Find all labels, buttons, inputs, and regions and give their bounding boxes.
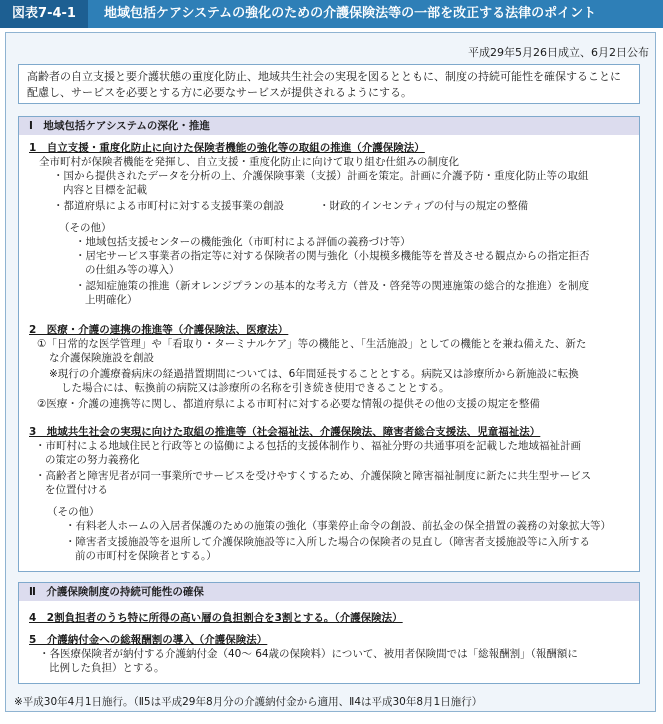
- item-1-other-2-cont: の仕組み等の導入）: [85, 264, 180, 276]
- item-1-other-label: （その他）: [59, 222, 112, 234]
- item-2-note: ※現行の介護療養病床の経過措置期間については、6年間延長することとする。病院又は診療所から新施設に転換: [49, 368, 579, 380]
- section-1-title: Ⅰ 地域包括ケアシステムの深化・推進: [19, 117, 639, 135]
- item-5-heading: 5 介護納付金への総報酬割の導入（介護保険法）: [29, 634, 268, 646]
- item-3-bullet-2: ・高齢者と障害児者が同一事業所でサービスを受けやすくするため、介護保険と障害福祉制度に新たに共生型サービス: [35, 470, 592, 482]
- item-2-point-1-cont: な介護保険施設を創設: [49, 352, 154, 364]
- item-3-other-label: （その他）: [47, 506, 100, 518]
- item-2-point-1: ①「日常的な医学管理」や「看取り・ターミナルケア」等の機能と、「生活施設」としての機能とを兼ね備えた、新た: [37, 338, 587, 350]
- enactment-date: 平成29年5月26日成立、6月2日公布: [468, 46, 649, 59]
- item-3-other-2-cont: 前の市町村を保険者とする。）: [75, 550, 217, 562]
- item-3-other-1: ・有料老人ホームの入居者保護のための施策の強化（事業停止命令の創設、前払金の保全措置の義務の対象拡大等）: [65, 520, 611, 532]
- item-1-other-3-cont: 上明確化）: [85, 294, 138, 306]
- item-3-other-2: ・障害者支援施設等を退所して介護保険施設等に入所した場合の保険者の見直し（障害者支援施設等に入所する: [65, 536, 590, 548]
- item-3-bullet-1: ・市町村による地域住民と行政等との協働による包括的支援体制作り、福祉分野の共通事項を記載した地域福祉計画: [35, 440, 581, 452]
- item-1-other-3: ・認知症施策の推進（新オレンジプランの基本的な考え方（普及・啓発等の関連施策の総合的な推進）を制度: [75, 280, 589, 292]
- section-2-panel: [18, 582, 640, 684]
- section-1-panel: [18, 116, 640, 572]
- item-1-heading: 1 自立支援・重度化防止に向けた保険者機能の強化等の取組の推進（介護保険法）: [29, 142, 425, 154]
- intro-box: 高齢者の自立支援と要介護状態の重度化防止、地域共生社会の実現を図るとともに、制度の持続可能性を確保することに配慮し、サービスを必要とする方に必要なサービスが提供されるようにする。: [18, 64, 640, 104]
- item-3-heading: 3 地域共生社会の実現に向けた取組の推進等（社会福祉法、介護保険法、障害者総合支援法、児童福祉法）: [29, 426, 541, 438]
- item-1-bullet-2: ・都道府県による市町村に対する支援事業の創設: [53, 200, 284, 212]
- item-4-heading: 4 2割負担者のうち特に所得の高い層の負担割合を3割とする。（介護保険法）: [29, 612, 403, 624]
- item-2-note-cont: した場合には、転換前の病院又は診療所の名称を引き続き使用できることとする。: [61, 382, 450, 394]
- item-3-bullet-1-cont: の策定の努力義務化: [45, 454, 140, 466]
- item-1-other-2: ・居宅サービス事業者の指定等に対する保険者の関与強化（小規模多機能等を普及させる観点からの指定拒否: [75, 250, 590, 262]
- item-1-other-1: ・地域包括支援センターの機能強化（市町村による評価の義務づけ等）: [75, 236, 411, 248]
- item-1-lead: 全市町村が保険者機能を発揮し、自立支援・重度化防止に向けて取り組む仕組みの制度化: [39, 156, 459, 168]
- figure-label: 図表7-4-1: [0, 0, 88, 28]
- item-1-bullet-1-cont: 内容と目標を記載: [63, 184, 147, 196]
- title-bar: [0, 0, 663, 28]
- figure-title: 地域包括ケアシステムの強化のための介護保険法等の一部を改正する法律のポイント: [104, 6, 597, 21]
- footnote: ※平成30年4月1日施行。（Ⅱ5は平成29年8月分の介護納付金から適用、Ⅱ4は平成30年8月1日施行）: [14, 696, 483, 708]
- item-5-bullet-cont: 比例した負担）とする。: [49, 662, 165, 674]
- item-5-bullet: ・各医療保険者が納付する介護納付金（40～ 64歳の保険料）について、被用者保険間では「総報酬割」（報酬額に: [39, 648, 578, 660]
- section-2-title: Ⅱ 介護保険制度の持続可能性の確保: [19, 583, 639, 601]
- item-2-heading: 2 医療・介護の連携の推進等（介護保険法、医療法）: [29, 324, 289, 336]
- item-2-point-2: ②医療・介護の連携等に関し、都道府県による市町村に対する必要な情報の提供その他の支援の規定を整備: [37, 398, 540, 410]
- item-3-bullet-2-cont: を位置付ける: [45, 484, 108, 496]
- item-1-bullet-1: ・国から提供されたデータを分析の上、介護保険事業（支援）計画を策定。計画に介護予防・重度化防止等の取組: [53, 170, 589, 182]
- item-1-bullet-3: ・財政的インセンティブの付与の規定の整備: [319, 200, 529, 212]
